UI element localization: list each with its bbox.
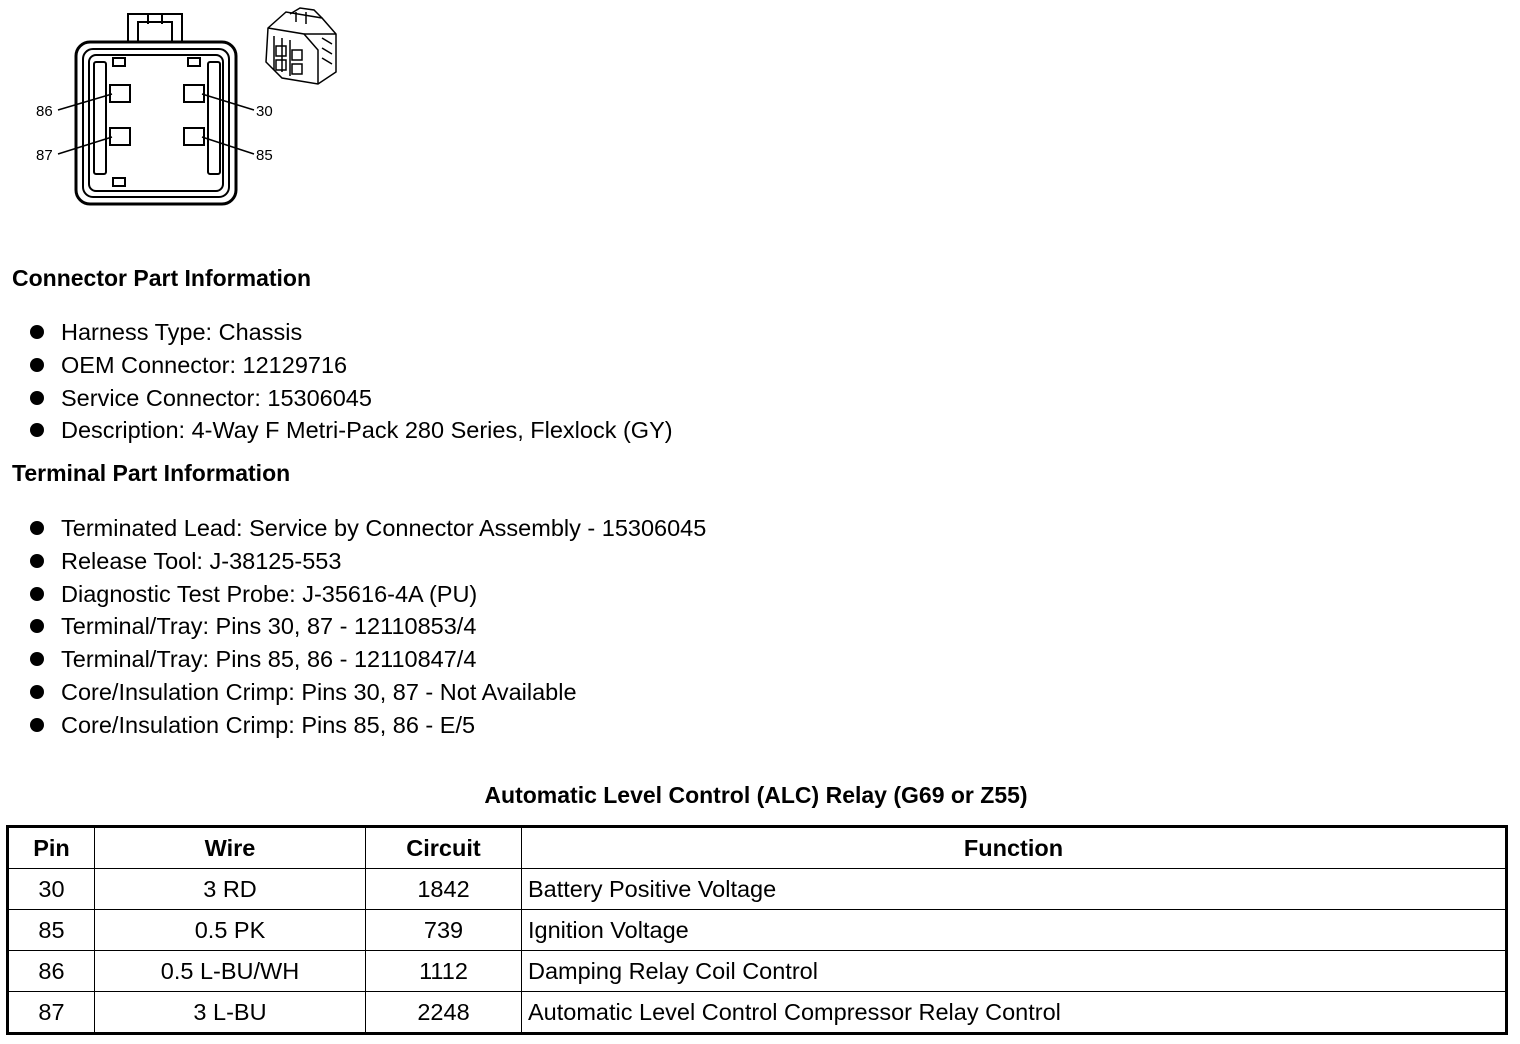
cell-function: Ignition Voltage bbox=[522, 910, 1507, 951]
table-row bbox=[8, 992, 1507, 1034]
list-item-harness-type: Harness Type: Chassis bbox=[30, 316, 673, 349]
list-item-crimp-30-87: Core/Insulation Crimp: Pins 30, 87 - Not Available bbox=[30, 676, 706, 709]
table-header-row bbox=[8, 827, 1507, 869]
header-wire: Wire bbox=[95, 827, 366, 869]
cell-pin: 86 bbox=[8, 951, 95, 992]
table-title: Automatic Level Control (ALC) Relay (G69 or Z55) bbox=[484, 782, 1028, 808]
list-item-service-connector: Service Connector: 15306045 bbox=[30, 382, 673, 415]
list-item-terminated-lead: Terminated Lead: Service by Connector Assembly - 15306045 bbox=[30, 512, 706, 545]
connector-thumbnail bbox=[266, 8, 336, 84]
table-row bbox=[8, 869, 1507, 910]
list-item-terminal-tray-85-86: Terminal/Tray: Pins 85, 86 - 12110847/4 bbox=[30, 643, 706, 676]
pin-label-85: 85 bbox=[256, 147, 273, 164]
cell-function: Battery Positive Voltage bbox=[522, 869, 1507, 910]
cell-wire: 0.5 L-BU/WH bbox=[95, 951, 366, 992]
cell-circuit: 2248 bbox=[366, 992, 522, 1034]
cell-wire: 0.5 PK bbox=[95, 910, 366, 951]
list-item-description: Description: 4-Way F Metri-Pack 280 Series, Flexlock (GY) bbox=[30, 414, 673, 447]
cell-wire: 3 L-BU bbox=[95, 992, 366, 1034]
cell-circuit: 1842 bbox=[366, 869, 522, 910]
connector-section-title: Connector Part Information bbox=[12, 265, 312, 291]
list-item-release-tool: Release Tool: J-38125-553 bbox=[30, 545, 706, 578]
connector-face bbox=[58, 14, 254, 204]
list-item-oem-connector: OEM Connector: 12129716 bbox=[30, 349, 673, 382]
cell-wire: 3 RD bbox=[95, 869, 366, 910]
list-item-terminal-tray-30-87: Terminal/Tray: Pins 30, 87 - 12110853/4 bbox=[30, 610, 706, 643]
cell-pin: 87 bbox=[8, 992, 95, 1034]
cell-function: Automatic Level Control Compressor Relay Control bbox=[522, 992, 1507, 1034]
terminal-section-title: Terminal Part Information bbox=[12, 460, 291, 486]
header-circuit: Circuit bbox=[366, 827, 522, 869]
list-item-crimp-85-86: Core/Insulation Crimp: Pins 85, 86 - E/5 bbox=[30, 709, 706, 742]
cell-pin: 85 bbox=[8, 910, 95, 951]
connector-info-list bbox=[30, 316, 673, 447]
pinout-table bbox=[6, 825, 1508, 1035]
list-item-test-probe: Diagnostic Test Probe: J-35616-4A (PU) bbox=[30, 578, 706, 611]
pin-label-87: 87 bbox=[36, 147, 53, 164]
cell-circuit: 1112 bbox=[366, 951, 522, 992]
table-row bbox=[8, 951, 1507, 992]
header-pin: Pin bbox=[8, 827, 95, 869]
connector-diagram bbox=[0, 0, 360, 220]
cell-pin: 30 bbox=[8, 869, 95, 910]
cell-circuit: 739 bbox=[366, 910, 522, 951]
terminal-info-list bbox=[30, 512, 706, 742]
table-row bbox=[8, 910, 1507, 951]
pin-label-86: 86 bbox=[36, 103, 53, 120]
cell-function: Damping Relay Coil Control bbox=[522, 951, 1507, 992]
pin-label-30: 30 bbox=[256, 103, 273, 120]
header-function: Function bbox=[522, 827, 1507, 869]
